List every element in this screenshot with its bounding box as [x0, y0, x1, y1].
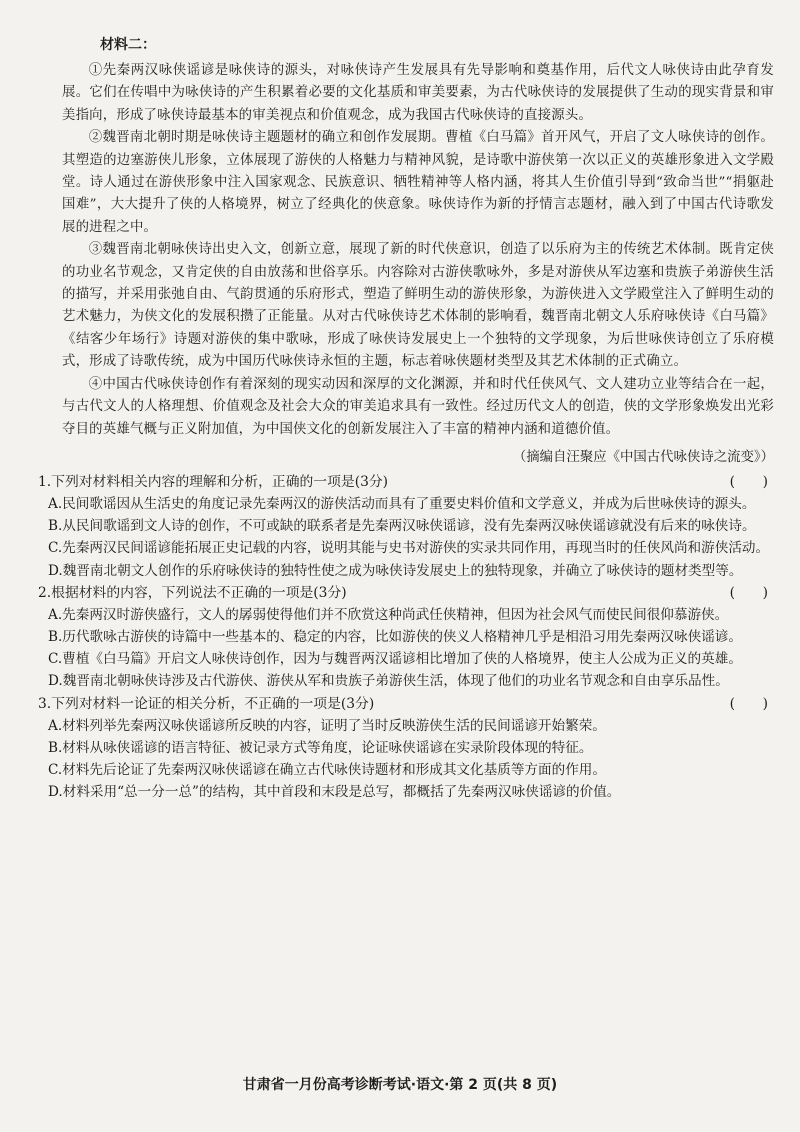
answer-blank: ( ) [729, 473, 768, 490]
option-b: B.材料从咏侠谣谚的语言特征、被记录方式等角度，论证咏侠谣谚在实录阶段体现的特征。 [48, 739, 593, 756]
question-stem-text: 1.下列对材料相关内容的理解和分析，正确的一项是(3分) [38, 473, 389, 490]
option-a: A.先秦两汉时游侠盛行，文人的孱弱使得他们并不欣赏这种尚武任侠精神，但因为社会风气而使民间很仰慕游侠。 [48, 606, 729, 623]
paragraph-2: ②魏晋南北朝时期是咏侠诗主题题材的确立和创作发展期。曹植《白马篇》首开风气，开启了文人咏侠诗的创作。其塑造的边塞游侠儿形象，立体展现了游侠的人格魅力与精神风貌，是诗歌中游侠第一次以正义的英雄形象进入文学殿堂。诗人通过在游侠形象中注入国家观念、民族意识、牺牲精神等人格内涵，将其人生价值引导到“致命当世”“捐躯赴国难”，大大提升了侠的人格境界，树立了经典化的侠意象。咏侠诗作为新的抒情言志题材，融入到了中国古代诗歌发展的进程之中。 [62, 130, 774, 235]
answer-blank: ( ) [729, 584, 768, 601]
question-stem [38, 582, 774, 604]
option-c: C.材料先后论证了先秦两汉咏侠谣谚在确立古代咏侠诗题材和形成其文化基质等方面的作用。 [48, 761, 606, 778]
question-2 [38, 582, 774, 693]
question-1 [38, 471, 774, 582]
answer-blank: ( ) [729, 695, 768, 712]
question-3 [38, 693, 774, 804]
page-content [38, 34, 774, 803]
material-title: 材料二： [100, 37, 156, 53]
paragraph-4: ④中国古代咏侠诗创作有着深刻的现实动因和深厚的文化渊源，并和时代任侠风气、文人建功立业等结合在一起，与古代文人的人格理想、价值观念及社会大众的审美追求具有一致性。经过历代文人的创造，侠的文学形象焕发出光彩夺目的英雄气概与正义附加值，为中国侠文化的创新发展注入了丰富的精神内涵和道德价值。 [62, 376, 774, 437]
option-d: D.魏晋南北朝文人创作的乐府咏侠诗的独特性使之成为咏侠诗发展史上的独特现象，并确立了咏侠诗的题材类型等。 [48, 562, 743, 579]
paragraph-1: ①先秦两汉咏侠谣谚是咏侠诗的源头，对咏侠诗产生发展具有先导影响和奠基作用，后代文人咏侠诗由此孕育发展。它们在传唱中为咏侠诗的产生积累着必要的文化基质和审美要素，为古代咏侠诗的发展提供了生动的现实背景和审美指向，形成了咏侠诗最基本的审美视点和价值观念，成为我国古代咏侠诗的直接源头。 [62, 63, 774, 123]
option-b: B.从民间歌谣到文人诗的创作，不可或缺的联系者是先秦两汉咏侠谣谚，没有先秦两汉咏侠谣谚就没有后来的咏侠诗。 [48, 518, 756, 535]
paragraph-3: ③魏晋南北朝咏侠诗出史入文，创新立意，展现了新的时代侠意识，创造了以乐府为主的传统艺术体制。既肯定侠的功业名节观念，又肯定侠的自由放荡和世俗享乐。内容除对古游侠歌咏外，多是对游侠从军边塞和贵族子弟游侠生活的描写，并采用张弛自由、气韵贯通的乐府形式，塑造了鲜明生动的游侠形象，为游侠进入文学殿堂注入了鲜明生动的艺术魅力，为侠文化的发展积攒了正能量。从对古代咏侠诗艺术体制的影响看，魏晋南北朝文人乐府咏侠诗《白马篇》《结客少年场行》诗题对游侠的集中歌咏，形成了咏侠诗发展史上一个独特的文学现象，为后世咏侠诗创立了乐府模式，形成了诗歌传统，成为中国历代咏侠诗永恒的主题，标志着咏侠题材类型及其艺术体制的正式确立。 [62, 242, 774, 370]
option-a: A.材料列举先秦两汉咏侠谣谚所反映的内容，证明了当时反映游侠生活的民间谣谚开始繁荣。 [48, 717, 606, 734]
option-d: D.材料采用“总一分一总”的结构，其中首段和末段是总写，都概括了先秦两汉咏侠谣谚的价值。 [48, 784, 621, 801]
option-c: C.先秦两汉民间谣谚能拓展正史记载的内容，说明其能与史书对游侠的实录共同作用，再现当时的任侠风尚和游侠活动。 [48, 540, 770, 557]
option-b: B.历代歌咏古游侠的诗篇中一些基本的、稳定的内容，比如游侠的侠义人格精神几乎是相沿习用先秦两汉咏侠谣谚。 [48, 628, 742, 645]
option-c: C.曹植《白马篇》开启文人咏侠诗创作，因为与魏晋两汉谣谚相比增加了侠的人格境界，使主人公成为正义的英雄。 [48, 651, 742, 668]
source-citation: （摘编自汪聚应《中国古代咏侠诗之流变》） [512, 449, 774, 465]
question-stem-text: 2.根据材料的内容，下列说法不正确的一项是(3分) [38, 584, 347, 601]
option-a: A.民间歌谣因从生活史的角度记录先秦两汉的游侠活动而具有了重要史料价值和文学意义，并成为后世咏侠诗的源头。 [48, 495, 756, 512]
option-d: D.魏晋南北朝咏侠诗涉及古代游侠、游侠从军和贵族子弟游侠生活，体现了他们的功业名节观念和自由享乐品性。 [48, 673, 729, 690]
question-stem [38, 471, 774, 493]
page-footer: 甘肃省一月份高考诊断考试·语文·第 2 页(共 8 页) [242, 1077, 558, 1093]
question-stem [38, 693, 774, 715]
question-stem-text: 3.下列对材料一论证的相关分析，不正确的一项是(3分) [38, 695, 375, 712]
